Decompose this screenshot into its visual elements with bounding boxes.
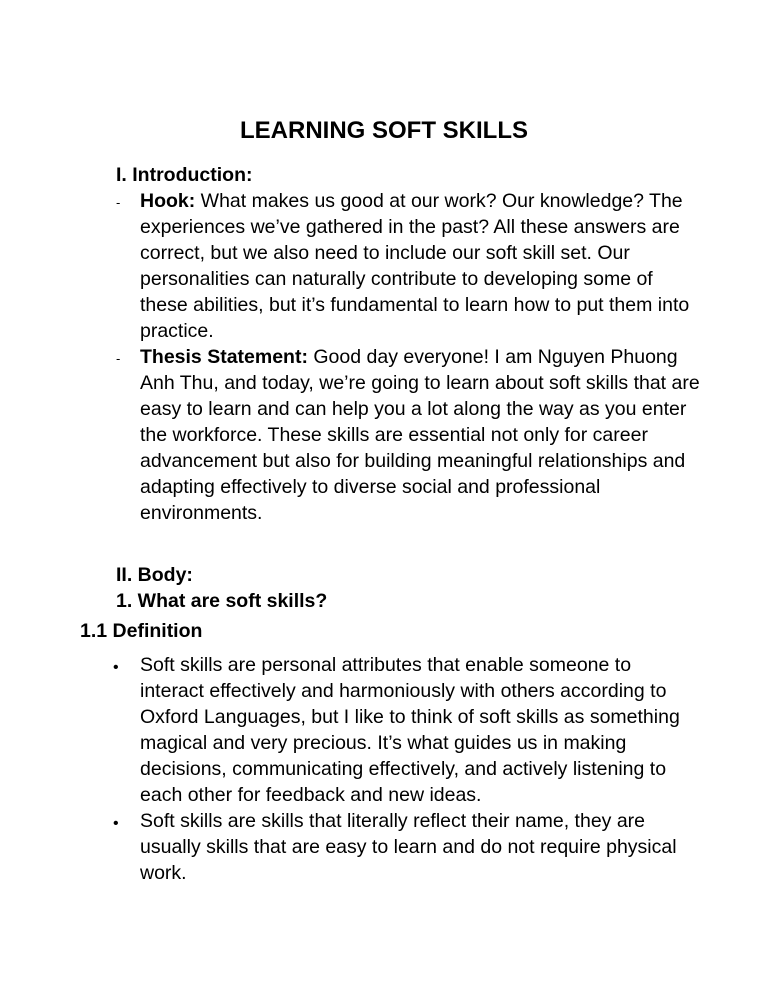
hook-text: What makes us good at our work? Our knowledge? The experiences we’ve gathered in the past? All these answers are correct, but we also need to include our soft skill set. Our personalities can naturally contribute to developing some of these abilities, but it’s fundamental to learn how to put them into practice. — [140, 190, 690, 342]
hook-paragraph — [140, 188, 700, 344]
dash-marker: - — [116, 351, 121, 366]
section1-heading: 1. What are soft skills? — [116, 590, 328, 612]
intro-heading: I. Introduction: — [116, 164, 253, 186]
bullet-item: Soft skills are skills that literally reflect their name, they are usually skills that are easy to learn and do not require physical work. — [140, 810, 677, 884]
subsection-heading: 1.1 Definition — [80, 620, 203, 642]
bullet-marker: • — [113, 815, 119, 832]
body-heading: II. Body: — [116, 564, 193, 586]
thesis-label: Thesis Statement: — [140, 346, 308, 368]
thesis-text: Good day everyone! I am Nguyen Phuong Anh Thu, and today, we’re going to learn about soft skills that are easy to learn and can help you a lot along the way as you enter the workforce. These skills are essential not only for career advancement but also for building meaningful relationships and adapting effectively to diverse social and professional environments. — [140, 346, 700, 524]
hook-label: Hook: — [140, 190, 196, 212]
thesis-paragraph — [140, 344, 700, 526]
dash-marker: - — [116, 195, 121, 210]
bullet-marker: • — [113, 659, 119, 676]
document-title: LEARNING SOFT SKILLS — [240, 117, 528, 144]
bullet-item: Soft skills are personal attributes that enable someone to interact effectively and harmoniously with others according to Oxford Languages, but I like to think of soft skills as something magical and very precious. It’s what guides us in making decisions, communicating effectively, and actively listening to each other for feedback and new ideas. — [140, 654, 680, 806]
